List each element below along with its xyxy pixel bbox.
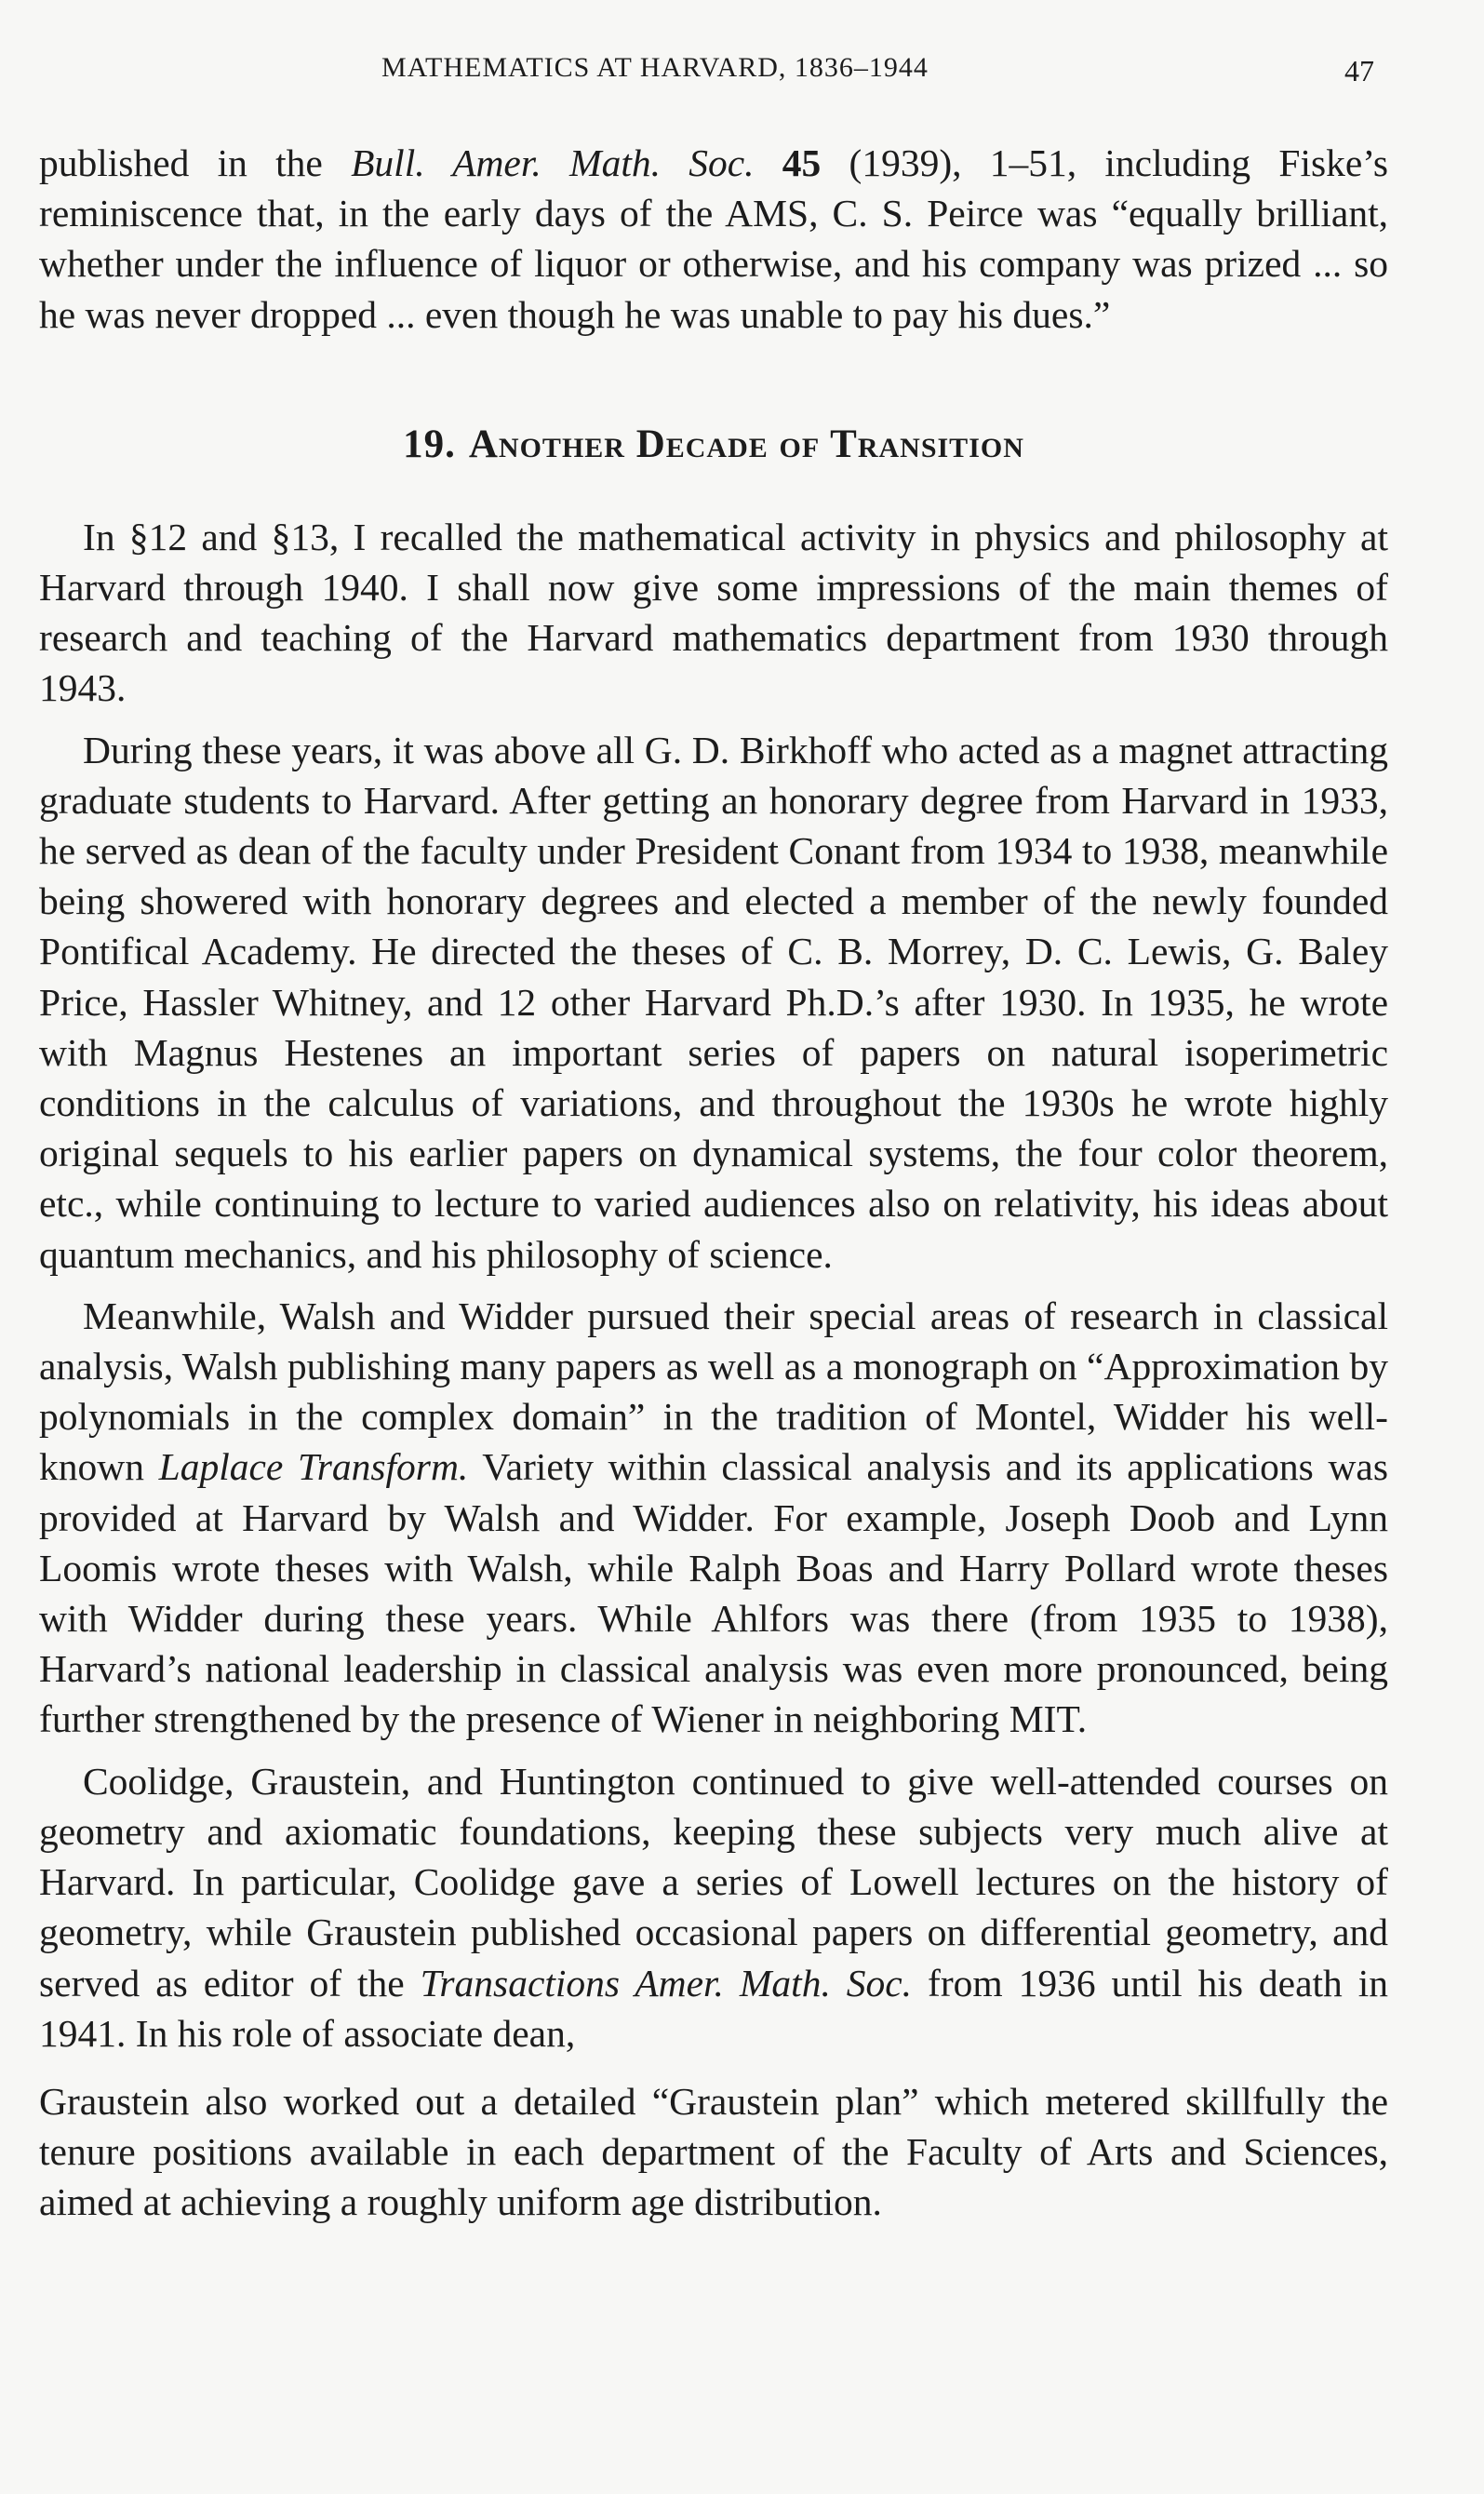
paragraph: Meanwhile, Walsh and Widder pursued their special areas of research in classical analysis, Walsh publishing many papers as well as a monograph on “Approximation by polynomials in the complex domain” in the tradition of Montel, Widder his well-known Laplace Transform. Variety within classical analysis and its applications was provided at Harvard by Walsh and Widder. For example, Joseph Doob and Lynn Loomis wrote theses with Walsh, while Ralph Boas and Harry Pollard wrote theses with Widder during these years. While Ahlfors was there (from 1935 to 1938), Harvard’s national leadership in classical analysis was even more pronounced, being further strengthened by the presence of Wiener in neighboring MIT. [39,1294,1388,1741]
section-title: Another Decade of Transition [468,422,1024,466]
paragraph-continuation: Graustein also worked out a detailed “Graustein plan” which metered skillfully the tenure positions available in each department of the Faculty of Arts and Sciences, aimed at achieving a roughly uniform age distribution. [39,2079,1388,2224]
book-title: Laplace Transform. [158,1445,469,1489]
body-text [39,138,1388,2228]
paragraph: In §12 and §13, I recalled the mathematical activity in physics and philosophy at Harvard through 1940. I shall now give some impressions of the main themes of research and teaching of the Harvard mathematics department from 1930 through 1943. [39,515,1388,710]
paragraph: Coolidge, Graustein, and Huntington continued to give well-attended courses on geometry and axiomatic foundations, keeping these subjects very much alive at Harvard. In particular, Coolidge gave a series of Lowell lectures on the history of geometry, while Graustein published occasional papers on differential geometry, and served as editor of the Transactions Amer. Math. Soc. from 1936 until his death in 1941. In his role of associate dean, [39,1759,1388,2055]
paragraph: During these years, it was above all G. D. Birkhoff who acted as a magnet attracting graduate students to Harvard. After getting an honorary degree from Harvard in 1933, he served as dean of the faculty under President Conant from 1934 to 1938, meanwhile being showered with honorary degrees and elected a member of the newly founded Pontifical Academy. He directed the theses of C. B. Morrey, D. C. Lewis, G. Baley Price, Hassler Whitney, and 12 other Harvard Ph.D.’s after 1930. In 1935, he wrote with Magnus Hestenes an important series of papers on natural isoperimetric conditions in the calculus of variations, and throughout the 1930s he wrote highly original sequels to his earlier papers on dynamical systems, the four color theorem, etc., while continuing to lecture to varied audiences also on relativity, his ideas about quantum mechanics, and his philosophy of science. [39,728,1388,1276]
volume-number: 45 [782,141,822,184]
section-number: 19. [403,422,456,466]
running-head [0,52,1484,89]
journal-title: Transactions Amer. Math. Soc. [420,1961,913,2005]
page-number: 47 [1344,54,1374,87]
intro-paragraph: published in the Bull. Amer. Math. Soc. 45 (1939), 1–51, including Fiske’s reminiscence that, in the early days of the AMS, C. S. Peirce was “equally brilliant, whether under the influence of liquor or otherwise, and his company was prized ... so he was never dropped ... even though he was unable to pay his dues.” [39,141,1388,336]
journal-title: Bull. Amer. Math. Soc. [351,141,755,184]
section-heading [39,419,1388,471]
running-title: MATHEMATICS AT HARVARD, 1836–1944 [381,52,929,83]
